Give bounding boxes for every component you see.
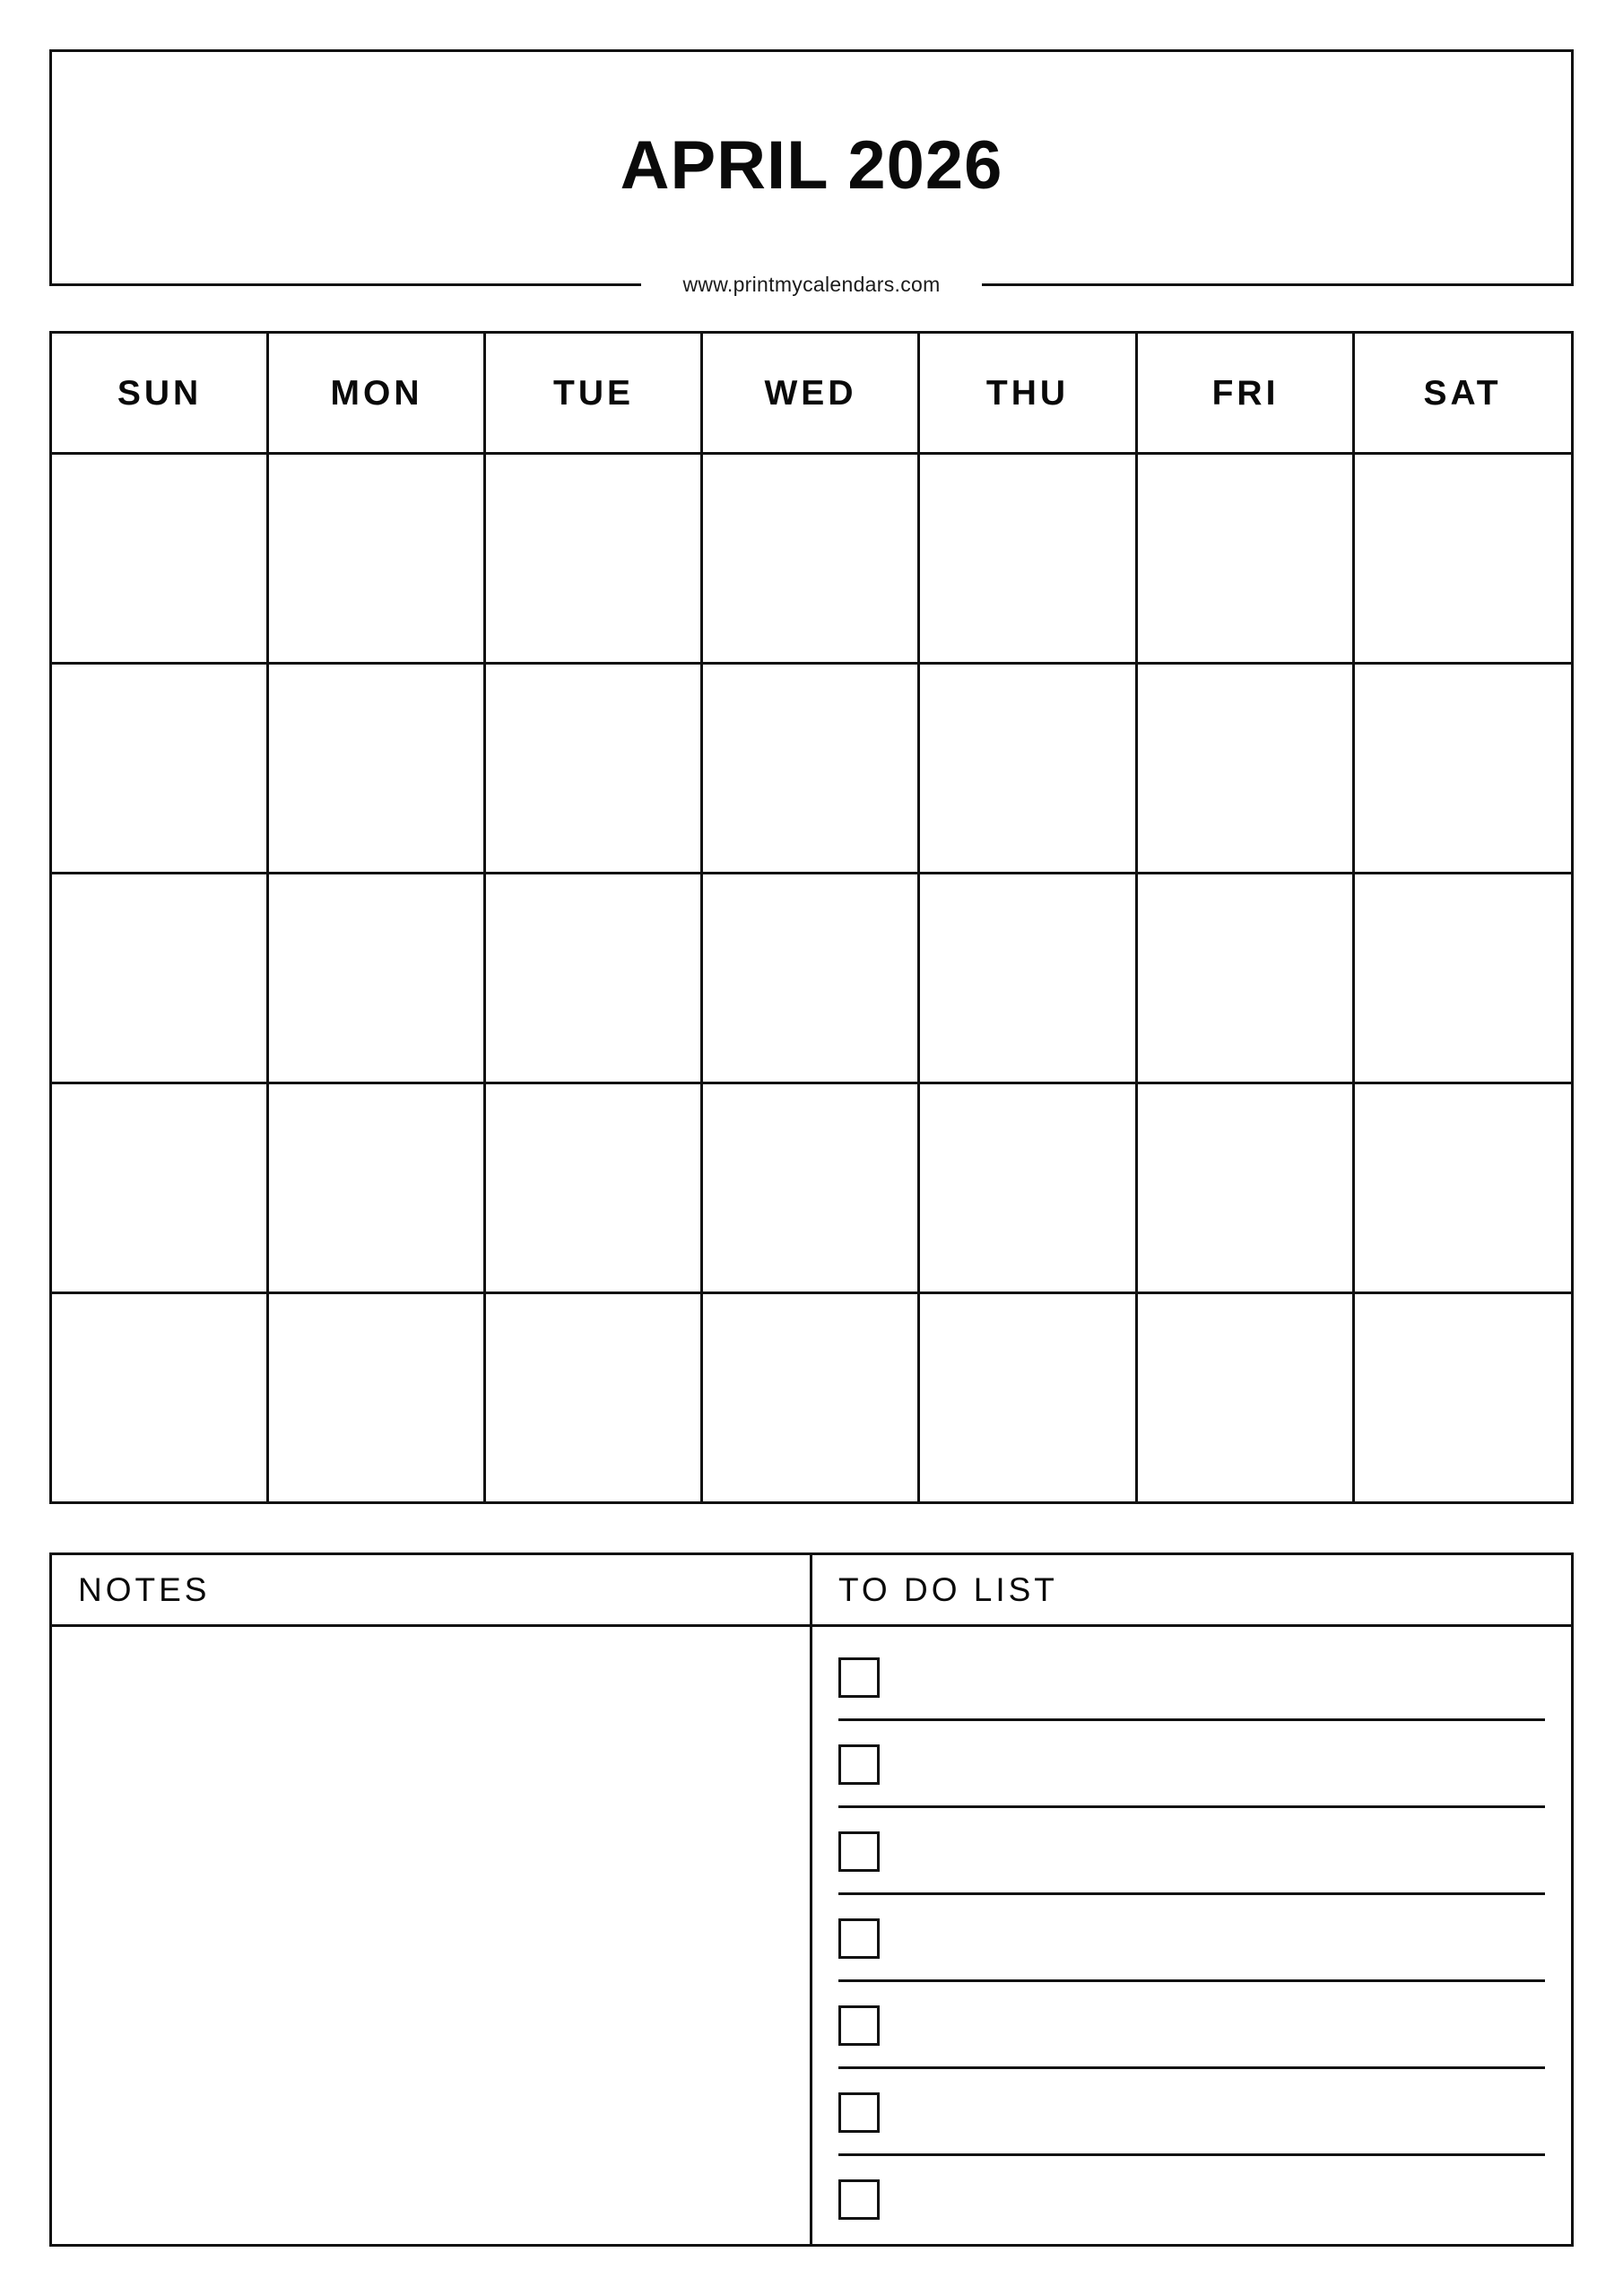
- todo-checkbox[interactable]: [838, 1744, 880, 1785]
- day-cell[interactable]: [486, 1294, 700, 1501]
- day-cell[interactable]: [486, 455, 700, 662]
- todo-checkbox[interactable]: [838, 1831, 880, 1872]
- weekday-header-sat: SAT: [1423, 374, 1502, 413]
- notes-todo-divider: [810, 1552, 812, 2247]
- todo-item-text[interactable]: [892, 2002, 1542, 2048]
- weekday-header-thu: THU: [985, 374, 1070, 413]
- day-cell[interactable]: [1355, 665, 1569, 872]
- todo-underline: [838, 1805, 1545, 1808]
- day-cell[interactable]: [920, 455, 1134, 662]
- day-cell[interactable]: [1138, 455, 1352, 662]
- todo-item-text[interactable]: [892, 1828, 1542, 1874]
- title-box-bottom-border-left: [49, 283, 641, 286]
- todo-underline: [838, 1979, 1545, 1982]
- day-cell[interactable]: [1355, 1294, 1569, 1501]
- day-cell[interactable]: [269, 874, 483, 1082]
- todo-checkbox[interactable]: [838, 2005, 880, 2046]
- day-cell[interactable]: [920, 665, 1134, 872]
- day-cell[interactable]: [1138, 874, 1352, 1082]
- day-cell[interactable]: [269, 1084, 483, 1292]
- day-cell[interactable]: [920, 874, 1134, 1082]
- weekday-header-tue: TUE: [553, 374, 634, 413]
- weekday-header-mon: MON: [330, 374, 423, 413]
- todo-underline: [838, 2153, 1545, 2156]
- day-cell[interactable]: [1138, 665, 1352, 872]
- day-cell[interactable]: [1355, 874, 1569, 1082]
- todo-item-text[interactable]: [892, 2176, 1542, 2222]
- day-cell[interactable]: [920, 1294, 1134, 1501]
- day-cell[interactable]: [486, 874, 700, 1082]
- day-cell[interactable]: [1138, 1084, 1352, 1292]
- day-cell[interactable]: [52, 1294, 266, 1501]
- notes-heading: NOTES: [78, 1570, 211, 1608]
- day-cell[interactable]: [52, 665, 266, 872]
- day-cell[interactable]: [486, 665, 700, 872]
- calendar-title: APRIL 2026: [620, 127, 1003, 204]
- day-cell[interactable]: [269, 1294, 483, 1501]
- day-cell[interactable]: [703, 874, 917, 1082]
- todo-underline: [838, 2066, 1545, 2069]
- day-cell[interactable]: [486, 1084, 700, 1292]
- day-cell[interactable]: [1355, 1084, 1569, 1292]
- weekday-header-wed: WED: [764, 374, 857, 413]
- todo-underline: [838, 1718, 1545, 1721]
- day-cell[interactable]: [703, 665, 917, 872]
- day-cell[interactable]: [703, 1294, 917, 1501]
- todo-underline: [838, 1892, 1545, 1895]
- day-cell[interactable]: [52, 455, 266, 662]
- todo-heading: TO DO LIST: [838, 1570, 1058, 1608]
- todo-item-text[interactable]: [892, 1741, 1542, 1787]
- day-cell[interactable]: [269, 455, 483, 662]
- day-cell[interactable]: [920, 1084, 1134, 1292]
- day-cell[interactable]: [52, 874, 266, 1082]
- weekday-header-sun: SUN: [117, 374, 203, 413]
- todo-item-text[interactable]: [892, 1915, 1542, 1961]
- day-cell[interactable]: [703, 455, 917, 662]
- weekday-header-fri: FRI: [1211, 374, 1280, 413]
- day-cell[interactable]: [1138, 1294, 1352, 1501]
- todo-checkbox[interactable]: [838, 1918, 880, 1959]
- notes-area[interactable]: [52, 1627, 810, 2244]
- website-url: www.printmycalendars.com: [682, 273, 941, 296]
- title-box-bottom-border-right: [982, 283, 1574, 286]
- todo-checkbox[interactable]: [838, 2092, 880, 2133]
- day-cell[interactable]: [1355, 455, 1569, 662]
- day-cell[interactable]: [269, 665, 483, 872]
- todo-checkbox[interactable]: [838, 1657, 880, 1698]
- todo-item-text[interactable]: [892, 1654, 1542, 1700]
- day-cell[interactable]: [52, 1084, 266, 1292]
- day-cell[interactable]: [703, 1084, 917, 1292]
- todo-item-text[interactable]: [892, 2089, 1542, 2135]
- todo-checkbox[interactable]: [838, 2179, 880, 2220]
